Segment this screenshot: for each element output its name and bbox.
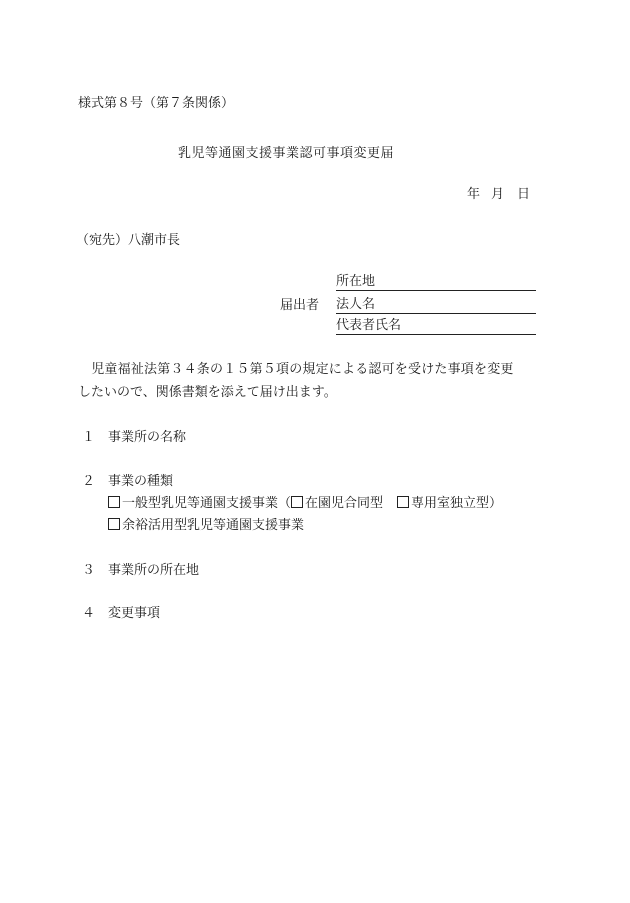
field-representative-label: 代表者氏名 xyxy=(336,318,402,333)
field-corporation-line[interactable] xyxy=(336,313,536,314)
date-month-label: 月 xyxy=(491,187,505,202)
item-3-label: 事業所の所在地 xyxy=(108,563,200,578)
form-number: 様式第８号（第７条関係） xyxy=(78,96,235,111)
field-representative-line[interactable] xyxy=(336,334,536,335)
body-line-1: 児童福祉法第３４条の１５第５項の規定による認可を受けた事項を変更 xyxy=(78,362,514,377)
business-type-row-2 xyxy=(108,518,304,534)
item-1-label: 事業所の名称 xyxy=(108,430,187,445)
item-4-label: 変更事項 xyxy=(108,606,161,621)
in-facility-checkbox[interactable] xyxy=(291,496,303,508)
date-year-label: 年 xyxy=(467,187,481,202)
document-title: 乳児等通園支援事業認可事項変更届 xyxy=(178,146,395,161)
general-type-label: 一般型乳児等通園支援事業（ xyxy=(122,496,292,511)
surplus-type-label: 余裕活用型乳児等通園支援事業 xyxy=(122,518,305,533)
in-facility-label: 在園児合同型 xyxy=(305,496,384,511)
body-line-2: したいので、関係書類を添えて届け出ます。 xyxy=(78,385,337,400)
item-2-number: ２ xyxy=(82,474,96,489)
item-2-label: 事業の種類 xyxy=(108,474,174,489)
applicant-label: 届出者 xyxy=(280,298,320,313)
business-type-row-1 xyxy=(108,496,502,512)
field-address-line[interactable] xyxy=(336,290,536,291)
item-3-number: ３ xyxy=(82,563,96,578)
dedicated-room-checkbox[interactable] xyxy=(397,496,409,508)
item-1-number: １ xyxy=(82,430,96,445)
dedicated-room-label: 専用室独立型） xyxy=(411,496,503,511)
field-corporation-label: 法人名 xyxy=(336,297,376,312)
item-4-number: ４ xyxy=(82,606,96,621)
general-type-checkbox[interactable] xyxy=(108,496,120,508)
recipient: （宛先）八潮市長 xyxy=(76,233,181,248)
surplus-type-checkbox[interactable] xyxy=(108,518,120,530)
field-address-label: 所在地 xyxy=(336,274,376,289)
date-day-label: 日 xyxy=(517,187,531,202)
